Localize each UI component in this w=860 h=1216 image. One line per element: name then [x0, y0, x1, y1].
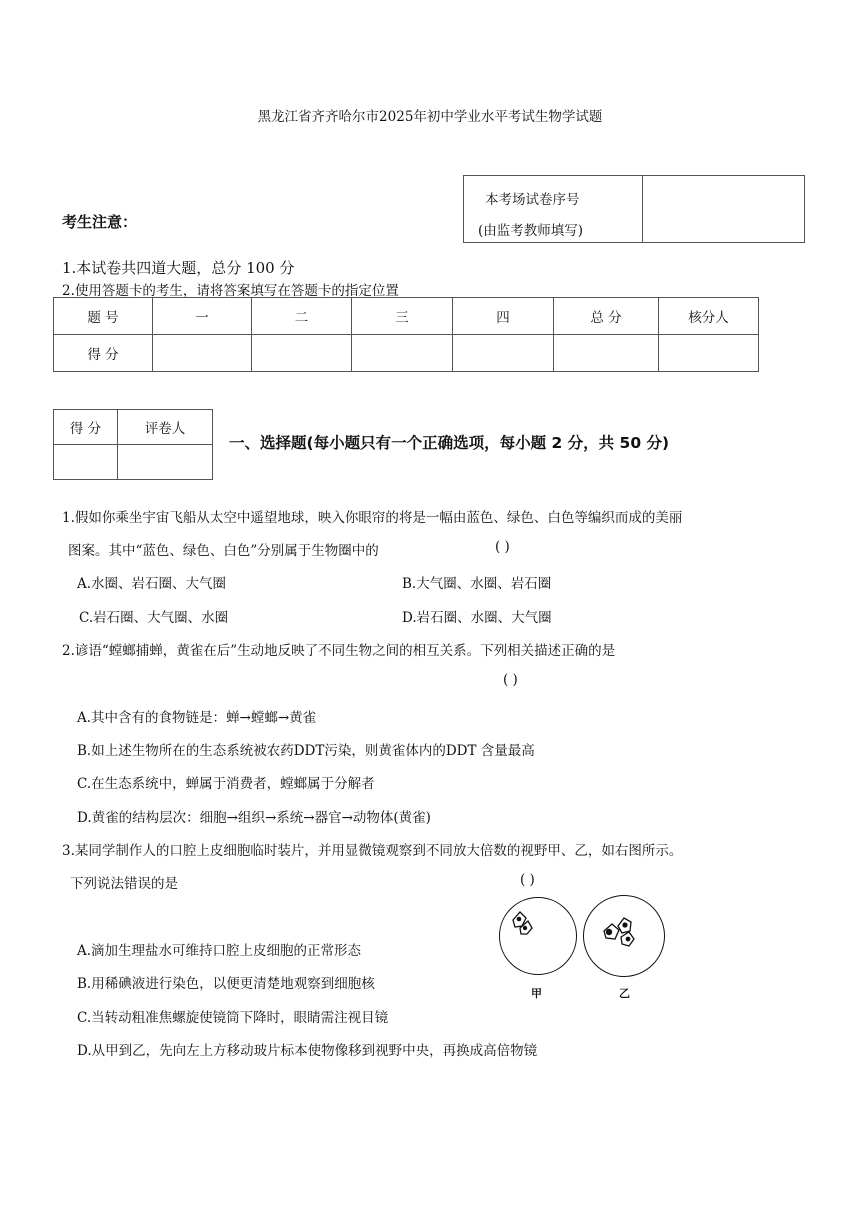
grader-score-label: 得 分	[54, 410, 118, 445]
q3-answer-paren: ( )	[520, 872, 535, 888]
notice-heading: 考生注意：	[62, 213, 138, 231]
q3-stem-line1: 3.某同学制作人的口腔上皮细胞临时装片，并用显微镜观察到不同放大倍数的视野甲、乙，如右图所示。	[62, 843, 683, 859]
notice-item-2: 2.使用答题卡的考生，请将答案填写在答题卡的指定位置	[62, 283, 399, 299]
grader-score-cell[interactable]	[54, 445, 118, 480]
q2-option-a[interactable]: A.其中含有的食物链是：蝉→螳螂→黄雀	[77, 710, 317, 726]
microscope-figure	[497, 895, 687, 1005]
q1-stem-line2: 图案。其中“蓝色、绿色、白色”分别属于生物圈中的	[68, 543, 379, 559]
figure-label-yi: 乙	[619, 987, 630, 1000]
q2-answer-paren: ( )	[503, 672, 518, 688]
serial-number-box	[463, 175, 805, 243]
q1-stem-line1: 1.假如你乘坐宇宙飞船从太空中遥望地球，映入你眼帘的将是一幅由蓝色、绿色、白色等编织而成的美丽	[62, 510, 683, 526]
q3-option-d[interactable]: D.从甲到乙，先向左上方移动玻片标本使物像移到视野中央，再换成高倍物镜	[77, 1043, 538, 1059]
grader-table	[53, 409, 213, 480]
q1-option-a[interactable]: A.水圈、岩石圈、大气圈	[77, 576, 227, 592]
score-cell[interactable]	[453, 335, 554, 372]
q2-stem: 2.谚语“螳螂捕蝉，黄雀在后”生动地反映了不同生物之间的相互关系。下列相关描述正确的是	[62, 643, 616, 659]
q1-option-c[interactable]: C.岩石圈、大气圈、水圈	[79, 610, 229, 626]
field-jia-circle	[499, 897, 577, 975]
score-header-cell: 二	[252, 298, 352, 335]
exam-title: 黑龙江省齐齐哈尔市2025年初中学业水平考试生物学试题	[257, 109, 603, 125]
score-header-cell: 四	[453, 298, 554, 335]
score-value-row	[54, 335, 759, 372]
score-cell[interactable]	[352, 335, 453, 372]
figure-label-jia: 甲	[531, 987, 542, 1000]
score-table	[53, 297, 759, 372]
grader-name-cell[interactable]	[118, 445, 213, 480]
field-yi-circle	[583, 895, 665, 977]
cells-yi-icon	[584, 896, 664, 976]
score-header-cell: 总 分	[554, 298, 659, 335]
cells-jia-icon	[500, 898, 576, 974]
q2-option-d[interactable]: D.黄雀的结构层次：细胞→组织→系统→器官→动物体(黄雀)	[77, 810, 431, 826]
q1-option-d[interactable]: D.岩石圈、水圈、大气圈	[402, 610, 552, 626]
serial-note: (由监考教师填写)	[478, 223, 584, 239]
score-header-cell: 核分人	[659, 298, 759, 335]
q1-answer-paren: ( )	[495, 539, 510, 555]
section-title: 一、选择题(每小题只有一个正确选项，每小题 2 分，共 50 分)	[229, 434, 670, 452]
score-header-row	[54, 298, 759, 335]
q3-option-c[interactable]: C.当转动粗准焦螺旋使镜筒下降时，眼睛需注视目镜	[77, 1010, 389, 1026]
q2-option-c[interactable]: C.在生态系统中，蝉属于消费者，螳螂属于分解者	[77, 776, 375, 792]
score-cell[interactable]	[153, 335, 252, 372]
serial-divider	[642, 176, 643, 242]
serial-label: 本考场试卷序号	[485, 192, 580, 208]
q3-stem-line2: 下列说法错误的是	[70, 876, 178, 892]
score-header-cell: 题 号	[54, 298, 153, 335]
q1-option-b[interactable]: B.大气圈、水圈、岩石圈	[402, 576, 552, 592]
notice-item-1: 1.本试卷共四道大题，总分 100 分	[62, 259, 295, 277]
q3-option-b[interactable]: B.用稀碘液进行染色，以便更清楚地观察到细胞核	[77, 976, 375, 992]
score-header-cell: 三	[352, 298, 453, 335]
q3-option-a[interactable]: A.滴加生理盐水可维持口腔上皮细胞的正常形态	[77, 943, 362, 959]
score-row-label: 得 分	[54, 335, 153, 372]
grader-name-label: 评卷人	[118, 410, 213, 445]
q2-option-b[interactable]: B.如上述生物所在的生态系统被农药DDT污染，则黄雀体内的DDT 含量最高	[77, 743, 535, 759]
score-cell[interactable]	[554, 335, 659, 372]
score-header-cell: 一	[153, 298, 252, 335]
score-cell[interactable]	[252, 335, 352, 372]
score-cell[interactable]	[659, 335, 759, 372]
